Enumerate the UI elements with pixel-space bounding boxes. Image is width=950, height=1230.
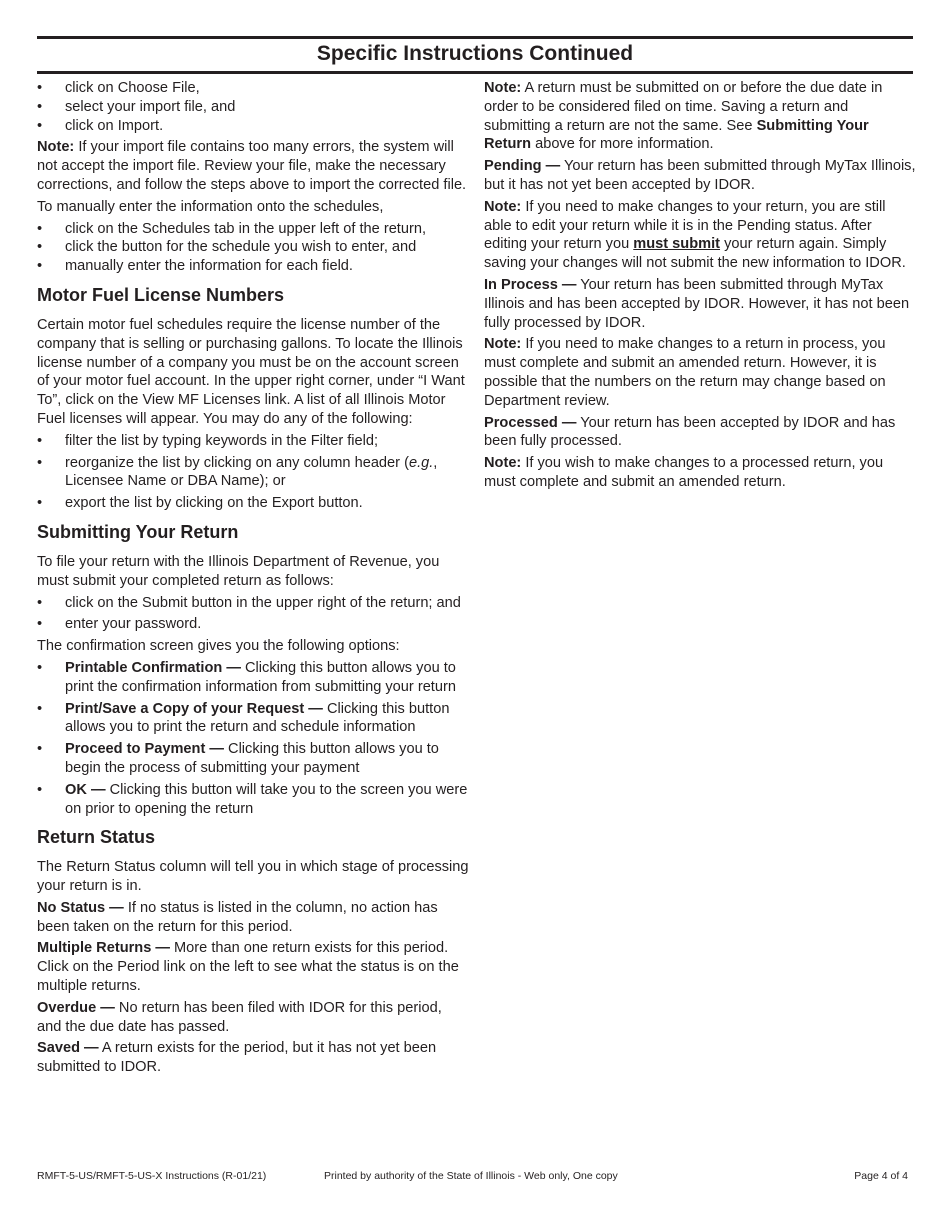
item-text: , Licensee Name or DBA Name); or [65, 454, 438, 490]
emphasis-text: must submit [633, 236, 721, 253]
status-label: Multiple Returns — [37, 940, 170, 957]
list-item: • click on the Submit button in the upper right of the return; and [37, 594, 469, 613]
option-label: Print/Save a Copy of your Request — [65, 700, 323, 717]
confirm-options-list [37, 659, 469, 818]
note-text: A return must be submitted on or before the due date in order to be considered filed on time. Saving a return and submitting a return are not the same. See [484, 80, 883, 134]
note-text: your return again. Simply saving your changes will not submit the new information to IDOR. [484, 236, 906, 272]
option-text: Clicking this button allows you to begin the process of submitting your payment [65, 741, 439, 776]
list-item: • click on Choose File, [37, 79, 469, 98]
status-text: Your return has been submitted through MyTax Illinois, but it has not yet been accepted by IDOR. [484, 158, 916, 193]
option-label: Proceed to Payment — [65, 741, 224, 758]
left-column [37, 79, 469, 1080]
status-label: In Process — [484, 276, 577, 293]
page-title: Specific Instructions Continued [316, 42, 634, 65]
status-pending [484, 157, 916, 195]
status-in-process [484, 276, 916, 332]
note-text: above for more information. [531, 136, 714, 153]
status-text: No return has been filed with IDOR for this period, and the due date has passed. [37, 999, 442, 1035]
note-text: If you need to make changes to your return, you are still able to edit your return while it is in the Pending status. After editing your return you [484, 198, 886, 253]
list-item: • filter the list by typing keywords in the Filter field; [37, 432, 469, 451]
item-text: reorganize the list by clicking on any column header ( [65, 454, 409, 471]
list-item [37, 700, 469, 738]
status-entry [37, 999, 469, 1037]
note-text: If you need to make changes to a return in process, you must complete and submit an amended return. However, it is possible that the numbers on the return may change based on Department review. [484, 336, 886, 409]
list-item: • manually enter the information for each field. [37, 257, 469, 276]
submit-heading: Submitting Your Return [37, 521, 239, 542]
status-text: Your return has been submitted through MyTax Illinois and has been accepted by IDOR. However, it has not been fully processed by IDOR. [484, 276, 910, 331]
footer-authority: Printed by authority of the State of Illinois - Web only, One copy [324, 1170, 618, 1182]
submit-steps-list [37, 594, 469, 635]
status-text: A return exists for the period, but it has not yet been submitted to IDOR. [37, 1040, 437, 1076]
option-label: OK — [65, 781, 106, 798]
note-pending [484, 198, 916, 273]
import-steps-list [37, 79, 469, 135]
import-note [37, 138, 469, 194]
mf-options-list [37, 432, 469, 513]
note-label: Note: [484, 336, 522, 353]
item-emphasis: e.g. [408, 454, 434, 471]
section-reference: Submitting Your Return [484, 117, 869, 153]
status-label: Overdue — [37, 999, 115, 1016]
status-text: If no status is listed in the column, no action has been taken on the return for this period. [37, 899, 438, 935]
note-text: If you wish to make changes to a processed return, you must complete and submit an amended return. [484, 455, 884, 490]
status-processed [484, 414, 916, 452]
status-paragraph: The Return Status column will tell you in which stage of processing your return is in. [37, 859, 469, 895]
mf-heading: Motor Fuel License Numbers [37, 284, 285, 305]
status-entry [37, 939, 469, 995]
note-label: Note: [484, 198, 522, 215]
status-entry [37, 899, 469, 937]
right-column [484, 79, 916, 495]
note-text: If your import file contains too many errors, the system will not accept the import file. Review your file, make the necessary corrections, and follow the steps above to import the corrected file. [37, 139, 467, 193]
list-item: • click on Import. [37, 117, 469, 136]
status-label: Saved — [37, 1040, 99, 1057]
note-in-process [484, 335, 916, 410]
list-item [37, 659, 469, 697]
list-item [37, 454, 469, 492]
status-heading: Return Status [37, 827, 156, 848]
option-text: Clicking this button allows you to print the confirmation information from submitting your return [65, 659, 456, 695]
list-item [37, 781, 469, 819]
confirm-intro: The confirmation screen gives you the following options: [37, 638, 400, 655]
note-processed [484, 454, 916, 492]
note-label: Note: [484, 455, 522, 472]
option-label: Printable Confirmation — [65, 659, 241, 676]
status-label: Processed — [484, 414, 577, 431]
note-due-date [484, 79, 916, 154]
note-label: Note: [484, 80, 522, 96]
list-item [37, 740, 469, 778]
list-item: • enter your password. [37, 615, 469, 634]
header-rule-top [37, 36, 913, 39]
list-item: • click the button for the schedule you wish to enter, and [37, 238, 469, 257]
list-item: • click on the Schedules tab in the upper left of the return, [37, 220, 469, 239]
option-text: Clicking this button will take you to the screen you were on prior to opening the return [65, 781, 468, 817]
status-text: Your return has been accepted by IDOR and has been fully processed. [484, 414, 896, 450]
manual-steps-list [37, 220, 469, 276]
status-text: More than one return exists for this period. Click on the Period link on the left to see what the status is on the multiple returns. [37, 940, 459, 995]
header-rule-bottom [37, 71, 913, 74]
status-label: No Status — [37, 899, 124, 916]
status-entry [37, 1039, 469, 1077]
footer-form-id: RMFT-5-US/RMFT-5-US-X Instructions (R-01/21) [37, 1170, 267, 1182]
option-text: Clicking this button allows you to print the return and schedule information [65, 700, 450, 736]
note-label: Note: [37, 139, 75, 156]
manual-intro: To manually enter the information onto the schedules, [37, 198, 384, 215]
list-item: • select your import file, and [37, 98, 469, 117]
mf-paragraph: Certain motor fuel schedules require the license number of the company that is selling or purchasing gallons. To locate the Illinois license number of a company you must be on the account screen of your motor fuel account. In the upper right corner, under “I Want To”, click on the View MF Licenses link. A list of all Illinois Motor Fuel licenses will appear. You may do any of the following: [37, 316, 465, 427]
list-item: • export the list by clicking on the Export button. [37, 494, 469, 513]
footer-page-number: Page 4 of 4 [854, 1170, 908, 1182]
status-label: Pending — [484, 158, 561, 175]
submit-paragraph: To file your return with the Illinois Department of Revenue, you must submit your completed return as follows: [37, 553, 440, 589]
